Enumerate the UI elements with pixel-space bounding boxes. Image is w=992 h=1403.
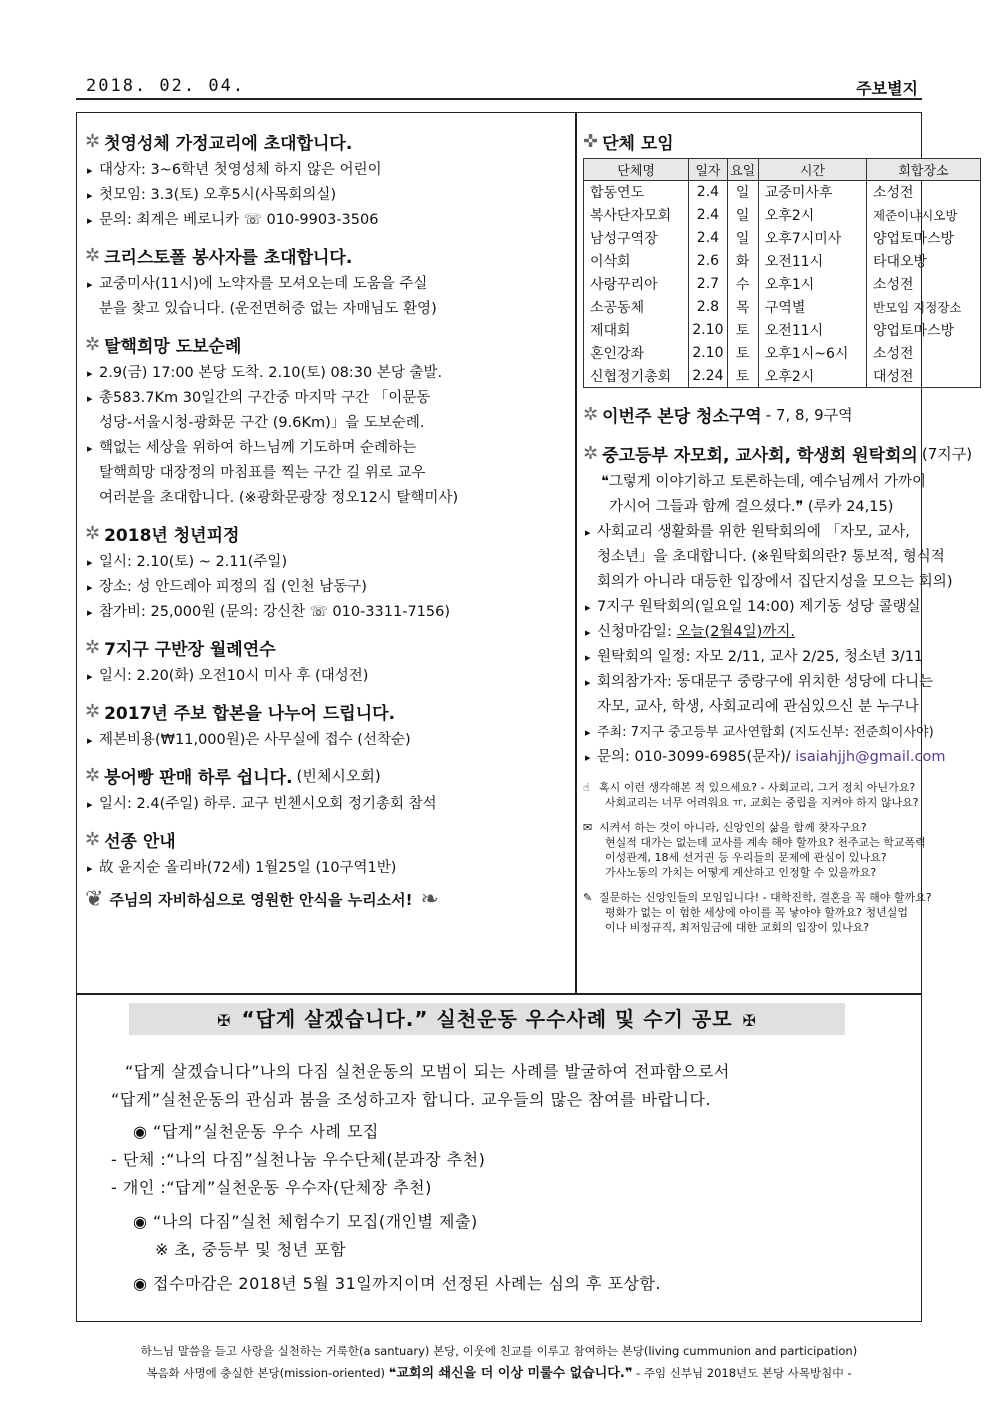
star-icon: ✲ xyxy=(85,829,101,850)
section-title: ✲ 크리스토폴 봉사자를 초대합니다. xyxy=(85,245,353,268)
table-cell: 2.6 xyxy=(689,250,727,273)
table-header: 회합장소 xyxy=(866,159,980,181)
promo-bullet: ◉ “답게”실천운동 우수 사례 모집 xyxy=(133,1122,379,1141)
table-cell: 오전11시 xyxy=(758,250,866,273)
star-icon: ✲ xyxy=(583,443,599,464)
list-item: 성당-서울시청-광화문 구간 (9.6Km)」을 도보순례. xyxy=(99,415,425,431)
table-cell: 복사단자모회 xyxy=(584,204,689,227)
table-cell: 양업토마스방 xyxy=(866,227,980,250)
page-header xyxy=(76,74,922,100)
table-cell: 2.24 xyxy=(689,365,727,388)
list-item: ▸ 제본비용(₩11,000원)은 사무실에 접수 (선착순) xyxy=(85,728,569,753)
table-cell: 사랑꾸리아 xyxy=(584,273,689,296)
table-row xyxy=(584,296,981,319)
promo-note: ※ 초, 중등부 및 청년 포함 xyxy=(155,1240,347,1259)
table-cell: 양업토마스방 xyxy=(866,319,980,342)
star-icon: ✲ xyxy=(85,334,101,355)
roundtable-items xyxy=(583,520,953,770)
table-cell: 토 xyxy=(727,342,758,365)
table-cell: 구역별 xyxy=(758,296,866,319)
table-row xyxy=(584,227,981,250)
list-item: ▸ 일시: 2.4(주일) 하루. 교구 빈첸시오회 정기총회 참석 xyxy=(85,792,569,817)
list-item: 여러분을 초대합니다. (※광화문광장 정오12시 탈핵미사) xyxy=(99,490,459,506)
table-cell: 소공동체 xyxy=(584,296,689,319)
section-divider xyxy=(77,993,921,995)
table-cell: 대성전 xyxy=(866,365,980,388)
flower-icon: ✜ xyxy=(583,131,599,152)
table-header: 단체명 xyxy=(584,159,689,181)
table-cell: 교중미사후 xyxy=(758,181,866,204)
table-cell: 오후2시 xyxy=(758,365,866,388)
questions-block xyxy=(583,780,932,935)
star-icon: ✲ xyxy=(85,637,101,658)
question-line: 이성관계, 18세 선거권 등 우리들의 문제에 관심이 있나요? xyxy=(605,851,887,864)
table-cell: 2.10 xyxy=(689,319,727,342)
list-item: ▸ 7지구 원탁회의(일요일 14:00) 제기동 성당 콜랭실 xyxy=(583,595,913,620)
list-item: ▸ 문의: 010-3099-6985(문자)/ isaiahjjh@gmail.com xyxy=(583,745,913,770)
table-cell: 오후7시미사 xyxy=(758,227,866,250)
section-title: ✲ 2018년 청년피정 xyxy=(85,523,240,546)
table-cell: 이삭회 xyxy=(584,250,689,273)
bulletin-date: 2018. 02. 04. xyxy=(86,76,246,96)
promo-bullet: ◉ 접수마감은 2018년 5월 31일까지이며 선정된 사례는 심의 후 포상함. xyxy=(133,1274,662,1293)
table-cell: 일 xyxy=(727,227,758,250)
question-line: 시켜서 하는 것이 아니라, 신앙인의 삶을 함께 찾자구요? xyxy=(599,821,867,834)
list-item: 분을 찾고 있습니다. (운전면허증 없는 자매님도 환영) xyxy=(99,301,437,317)
list-item: ▸ 회의참가자: 동대문구 중랑구에 위치한 성당에 다니는 xyxy=(583,670,913,695)
section-title: ✲ 붕어빵 판매 하루 쉽니다. (빈체시오회) xyxy=(85,765,381,788)
table-cell: 소성전 xyxy=(866,273,980,296)
table-cell: 2.8 xyxy=(689,296,727,319)
question-line: 혹시 이런 생각해본 적 있으세요? - 사회교리, 그거 정치 아닌가요? xyxy=(599,781,916,794)
table-cell: 토 xyxy=(727,365,758,388)
list-item: ▸ 문의: 최계은 베로니카 ☏ 010-9903-3506 xyxy=(85,208,569,233)
promo-intro: “답게 살겠습니다”나의 다짐 실천운동의 모범이 되는 사례를 발굴하여 전파함으로서 xyxy=(125,1062,730,1081)
table-cell: 2.4 xyxy=(689,204,727,227)
table-cell: 소성전 xyxy=(866,342,980,365)
column-divider xyxy=(575,113,577,993)
table-cell: 혼인강좌 xyxy=(584,342,689,365)
question-line: 가사노동의 가치는 어떻게 계산하고 인정할 수 있을까요? xyxy=(605,866,877,879)
list-item: ▸ 일시: 2.10(토) ~ 2.11(주일) xyxy=(85,550,569,575)
table-row xyxy=(584,250,981,273)
email-link[interactable]: isaiahjjh@gmail.com xyxy=(795,749,946,765)
table-row xyxy=(584,273,981,296)
star-icon: ✲ xyxy=(85,523,101,544)
quote-line: 가시어 그들과 함께 걸으셨다.❞ (루카 24,15) xyxy=(609,499,894,515)
promo-body xyxy=(111,1058,901,1298)
list-item: 청소년」을 초대합니다. (※원탁회의란? 통보적, 형식적 xyxy=(597,549,945,565)
section-title: ✲ 7지구 구반장 월례연수 xyxy=(85,637,276,660)
right-column xyxy=(583,119,973,935)
section-title: ✲ 첫영성체 가정교리에 초대합니다. xyxy=(85,131,353,154)
table-header: 시간 xyxy=(758,159,866,181)
bulletin-tag: 주보별지 xyxy=(856,79,918,98)
table-cell: 일 xyxy=(727,181,758,204)
content-frame xyxy=(76,112,973,1322)
list-item: ▸ 사회교리 생활화를 위한 원탁회의에 「자모, 교사, xyxy=(583,520,913,545)
question-block xyxy=(583,890,932,935)
promo-bullet: ◉ “나의 다짐”실천 체험수기 모집(개인별 제출) xyxy=(133,1212,478,1231)
question-block xyxy=(583,780,919,810)
quote-line: ❝그렇게 이야기하고 토론하는데, 예수님께서 가까이 xyxy=(601,474,926,490)
list-item: ▸ 총583.7Km 30일간의 구간중 마지막 구간 「이문동 xyxy=(85,386,569,411)
condolence-line: ❦ 주님의 자비하심으로 영원한 안식을 누리소서! ❧ xyxy=(85,887,439,912)
table-cell: 2.7 xyxy=(689,273,727,296)
table-cell: 목 xyxy=(727,296,758,319)
table-cell: 2.4 xyxy=(689,181,727,204)
promo-detail: - 단체 :“나의 다짐”실천나눔 우수단체(분과장 추천) xyxy=(111,1150,486,1169)
question-line: 질문하는 신앙인들의 모임입니다! - 대학진학, 결혼을 꼭 해야 할까요? xyxy=(599,891,932,904)
question-block xyxy=(583,820,926,880)
promo-detail: - 개인 :“답게”실천운동 우수자(단체장 추천) xyxy=(111,1178,432,1197)
table-row xyxy=(584,365,981,388)
table-cell: 화 xyxy=(727,250,758,273)
table-row xyxy=(584,342,981,365)
star-icon: ✲ xyxy=(85,701,101,722)
list-item: ▸ 대상자: 3~6학년 첫영성체 하지 않은 어린이 xyxy=(85,158,569,183)
list-item: ▸ 핵없는 세상을 위하여 하느님께 기도하며 순례하는 xyxy=(85,436,569,461)
table-cell: 합동연도 xyxy=(584,181,689,204)
deadline-text: 오늘(2월4일)까지. xyxy=(676,624,795,640)
footer-line: 하느님 말씀을 듣고 사랑을 실천하는 거룩한(a santuary) 본당, 이웃에 친교를 이루고 참여하는 본당(living cummunion and participation) xyxy=(140,1344,858,1358)
star-icon: ✲ xyxy=(583,404,599,425)
list-item: ▸ 교중미사(11시)에 노약자를 모셔오는데 도움을 주실 xyxy=(85,272,569,297)
pencil-icon: ✎ xyxy=(583,891,593,904)
list-item: ▸ 故 윤지순 올리바(72세) 1월25일 (10구역1반) xyxy=(85,856,569,881)
roundtable-title: ✲ 중고등부 자모회, 교사회, 학생회 원탁회의 (7지구) xyxy=(583,443,973,466)
star-icon: ✲ xyxy=(85,131,101,152)
table-cell: 오후2시 xyxy=(758,204,866,227)
table-cell: 2.10 xyxy=(689,342,727,365)
list-item: ▸ 신청마감일: 오늘(2월4일)까지. xyxy=(583,620,913,645)
groups-table xyxy=(583,158,981,388)
question-line: 이나 비정규직, 최저임금에 대한 교회의 입장이 있나요? xyxy=(605,921,870,934)
flower-icon: ❦ xyxy=(85,887,104,912)
section-title: ✲ 선종 안내 xyxy=(85,829,176,852)
footer-line: 복음화 사명에 충실한 본당(mission-oriented) ❝교회의 쇄신을 더 이상 미룰수 없습니다.❞ - 주임 신부님 2018년도 본당 사목방침中 - xyxy=(146,1366,852,1381)
list-item: ▸ 첫모임: 3.3(토) 오후5시(사목회의실) xyxy=(85,183,569,208)
cleaning-title: ✲ 이번주 본당 청소구역 - 7, 8, 9구역 xyxy=(583,404,853,427)
table-cell: 토 xyxy=(727,319,758,342)
cross-icon: ✠ xyxy=(742,1011,757,1030)
list-item: ▸ 참가비: 25,000원 (문의: 강신찬 ☏ 010-3311-7156) xyxy=(85,600,569,625)
star-icon: ✲ xyxy=(85,765,101,786)
list-item: ▸ 장소: 성 안드레아 피정의 집 (인천 남동구) xyxy=(85,575,569,600)
table-cell: 제준이냐시오방 xyxy=(866,204,980,227)
cross-icon: ✠ xyxy=(217,1011,232,1030)
list-item: ▸ 주최: 7지구 중고등부 교사연합회 (지도신부: 전준희이사야) xyxy=(583,720,913,745)
list-item: ▸ 일시: 2.20(화) 오전10시 미사 후 (대성전) xyxy=(85,664,569,689)
left-column xyxy=(85,119,569,912)
table-row xyxy=(584,181,981,204)
footer xyxy=(76,1340,922,1385)
list-item: 자모, 교사, 학생, 사회교리에 관심있으신 분 누구나 xyxy=(597,699,919,715)
mail-icon: ✉ xyxy=(583,821,593,834)
question-line: 현실적 대가는 없는데 교사를 계속 해야 할까요? 천주교는 학교폭력 xyxy=(605,836,926,849)
table-cell: 타대오방 xyxy=(866,250,980,273)
table-cell: 일 xyxy=(727,204,758,227)
list-item: ▸ 원탁회의 일정: 자모 2/11, 교사 2/25, 청소년 3/11 xyxy=(583,645,913,670)
table-cell: 수 xyxy=(727,273,758,296)
table-cell: 남성구역장 xyxy=(584,227,689,250)
list-item: 회의가 아니라 대등한 입장에서 집단지성을 모으는 회의) xyxy=(597,574,953,590)
promo-intro: “답게”실천운동의 관심과 붐을 조성하고자 합니다. 교우들의 많은 참여를 바랍니다. xyxy=(111,1090,711,1109)
table-header: 일자 xyxy=(689,159,727,181)
section-title: ✲ 탈핵희망 도보순례 xyxy=(85,334,242,357)
table-header: 요일 xyxy=(727,159,758,181)
hand-icon: ☝ xyxy=(583,781,590,794)
list-item: 탈핵희망 대장정의 마침표를 찍는 구간 길 위로 교우 xyxy=(99,465,426,481)
table-cell: 오후1시~6시 xyxy=(758,342,866,365)
flower-icon: ❧ xyxy=(420,887,439,912)
table-cell: 신협정기총회 xyxy=(584,365,689,388)
list-item: ▸ 2.9(금) 17:00 본당 도착. 2.10(토) 08:30 본당 출발. xyxy=(85,361,569,386)
table-cell: 오후1시 xyxy=(758,273,866,296)
table-cell: 반모임 지정장소 xyxy=(866,296,980,319)
table-row xyxy=(584,319,981,342)
table-cell: 오전11시 xyxy=(758,319,866,342)
table-cell: 2.4 xyxy=(689,227,727,250)
question-line: 사회교리는 너무 어려워요 ㅠ, 교회는 중립을 지켜야 하지 않나요? xyxy=(605,796,919,809)
table-cell: 제대회 xyxy=(584,319,689,342)
table-row xyxy=(584,204,981,227)
groups-title: ✜ 단체 모임 xyxy=(583,131,674,154)
promo-banner: ✠ “답게 살겠습니다.” 실천운동 우수사례 및 수기 공모 ✠ xyxy=(129,1003,845,1035)
table-cell: 소성전 xyxy=(866,181,980,204)
section-title: ✲ 2017년 주보 합본을 나누어 드립니다. xyxy=(85,701,396,724)
question-line: 평화가 없는 이 험한 세상에 아이를 꼭 낳아야 할까요? 청년실업 xyxy=(605,906,908,919)
star-icon: ✲ xyxy=(85,245,101,266)
